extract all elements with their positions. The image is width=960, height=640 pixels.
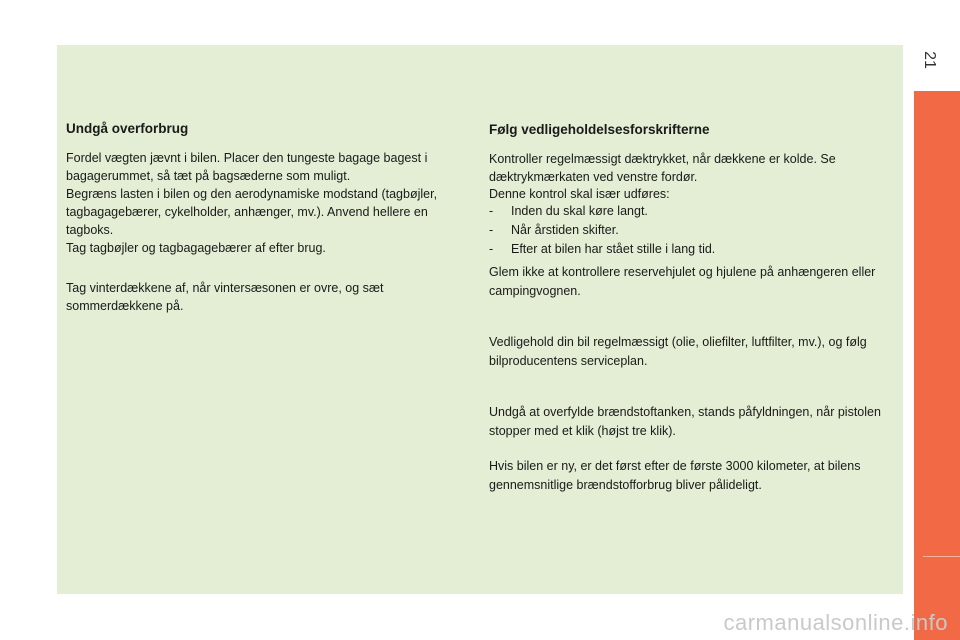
right-paragraph-3: Glem ikke at kontrollere reservehjulet og hjulene på anhængeren eller campingvognen.: [489, 265, 876, 298]
left-column: [66, 120, 466, 315]
left-paragraph-4: Tag vinterdækkene af, når vintersæsonen er ovre, og sæt sommerdækkene på.: [66, 281, 384, 313]
right-heading: Følg vedligeholdelsesforskrifterne: [489, 122, 710, 137]
right-paragraph-5: Undgå at overfylde brændstoftanken, stands påfyldningen, når pistolen stopper med et klik (højst tre klik).: [489, 405, 881, 438]
watermark: carmanualsonline.info: [723, 610, 948, 635]
left-heading: Undgå overforbrug: [66, 121, 189, 136]
sidebar-divider: [923, 556, 960, 557]
chapter-sidebar-tab: [914, 91, 960, 640]
left-paragraph-1: Fordel vægten jævnt i bilen. Placer den tungeste bagage bagest i bagagerummet, så tæt på bagsæderne som muligt.: [66, 151, 428, 183]
right-paragraph-2: Denne kontrol skal især udføres:: [489, 187, 670, 201]
right-column: [489, 121, 899, 495]
list-item: - Når årstiden skifter.: [489, 223, 619, 237]
right-paragraph-6: Hvis bilen er ny, er det først efter de første 3000 kilometer, at bilens gennemsnitlige brændstofforbrug bliver pålideligt.: [489, 459, 861, 492]
check-list: [489, 202, 899, 259]
page-number: 21: [921, 51, 938, 69]
left-paragraph-2: Begræns lasten i bilen og den aerodynamiske modstand (tagbøjler, tagbagagebærer, cykelholder, anhænger, mv.). Anvend hellere en tagboks.: [66, 187, 438, 237]
right-paragraph-4: Vedligehold din bil regelmæssigt (olie, oliefilter, luftfilter, mv.), og følg bilproducentens serviceplan.: [489, 335, 867, 368]
right-paragraph-1: Kontroller regelmæssigt dæktrykket, når dækkene er kolde. Se dæktrykmærkaten ved venstre fordør.: [489, 152, 836, 184]
left-paragraph-3: Tag tagbøjler og tagbagagebærer af efter brug.: [66, 241, 326, 255]
list-item: - Efter at bilen har stået stille i lang tid.: [489, 242, 716, 256]
list-item: - Inden du skal køre langt.: [489, 204, 648, 218]
